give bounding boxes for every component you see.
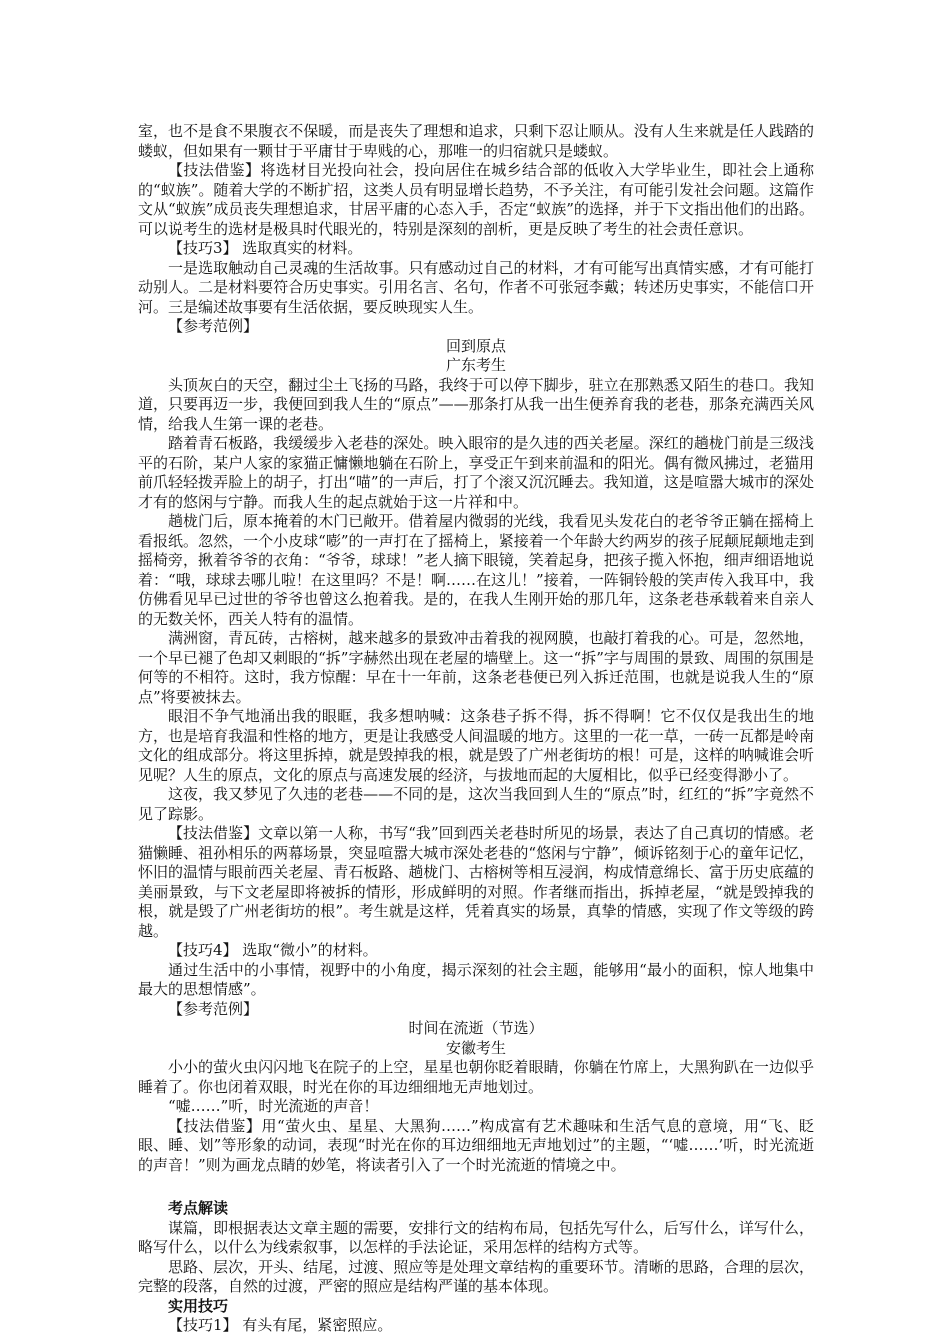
paragraph: 思路、层次，开头、结尾，过渡、照应等是处理文章结构的重要环节。清晰的思路，合理的层次，完整的段落，自然的过渡，严密的照应是结构严谨的基本体现。 xyxy=(138,1257,814,1295)
paragraph: 这夜，我又梦见了久违的老巷——不同的是，这次当我回到人生的“原点”时，红红的“拆”字竟然不见了踪影。 xyxy=(138,785,814,823)
paragraph: 眼泪不争气地涌出我的眼眶，我多想呐喊：这条巷子拆不得，拆不得啊！它不仅仅是我出生的地方，也是培育我温和性格的地方，更是让我感受人间温暖的地方。这里的一花一草，一砖一瓦都是岭南文化的组成部分。将这里拆掉，就是毁掉我的根，就是毁了广州老街坊的根！可是，这样的呐喊谁会听见呢？人生的原点，文化的原点与高速发展的经济，与拔地而起的大厦相比，似乎已经变得渺小了。 xyxy=(138,707,814,784)
paragraph: 谋篇，即根据表达文章主题的需要，安排行文的结构布局，包括先写什么，后写什么，详写什么，略写什么，以什么为线索叙事，以怎样的手法论证，采用怎样的结构方式等。 xyxy=(138,1218,814,1256)
paragraph: 小小的萤火虫闪闪地飞在院子的上空，星星也朝你眨着眼睛，你躺在竹席上，大黑狗趴在一边似乎睡着了。你也闭着双眼，时光在你的耳边细细地无声地划过。 xyxy=(138,1058,814,1096)
paragraph: 【参考范例】 xyxy=(168,317,259,335)
paragraph: 【技巧4】 选取“微小”的材料。 xyxy=(168,941,378,959)
centered-heading: 安徽考生 xyxy=(445,1038,506,1057)
document-page xyxy=(138,122,814,1336)
paragraph: 【技法借鉴】用“萤火虫、星星、大黑狗……”构成富有艺术趣味和生活气息的意境，用“飞、眨眼、睡、划”等形象的动词，表现“时光在你的耳边细细地无声地划过”的主题，“‘嘘……’听，时光流逝的声音！”则为画龙点睛的妙笔，将读者引入了一个时光流逝的情境之中。 xyxy=(138,1116,814,1174)
section-heading: 考点解读 xyxy=(168,1199,229,1217)
spacer xyxy=(138,1175,814,1199)
paragraph: 一是选取触动自己灵魂的生活故事。只有感动过自己的材料，才有可能写出真情实感，才有可能打动别人。二是材料要符合历史事实。引用名言、名句，作者不可张冠李戴；转述历史事实，不能信口开河。三是编述故事要有生活依据，要反映现实人生。 xyxy=(138,258,814,316)
centered-heading: 时间在流逝（节选） xyxy=(408,1019,544,1037)
paragraph: 满洲窗，青瓦砖，古榕树，越来越多的景致冲击着我的视网膜，也敲打着我的心。可是，忽然地，一个早已褪了色却又刺眼的“拆”字赫然出现在老屋的墙壁上。这一“拆”字与周围的景致、周围的氛围是何等的不相符。这时，我方惊醒：早在十一年前，这条老巷便已列入拆迁范围，也就是说我人生的“原点”将要被抹去。 xyxy=(138,629,814,706)
paragraph: 趟栊门后，原本掩着的木门已敞开。借着屋内微弱的光线，我看见头发花白的老爷爷正躺在摇椅上看报纸。忽然，一个小皮球“嘭”的一声打在了摇椅上，紧接着一个年龄大约两岁的孩子屁颠屁颠地走到摇椅旁，揪着爷爷的衣角：“爷爷，球球！”老人摘下眼镜，笑着起身，把孩子揽入怀抱，细声细语地说着：“哦，球球去哪儿啦！在这里吗？不是！啊……在这儿！”接着，一阵铜铃般的笑声传入我耳中，我仿佛看见早已过世的爷爷也曾这么抱着我。是的，在我人生刚开始的那几年，这条老巷承载着来自亲人的无数关怀，西关人特有的温情。 xyxy=(138,512,814,628)
paragraph: 室，也不是食不果腹衣不保暖，而是丧失了理想和追求，只剩下忍让顺从。没有人生来就是任人践踏的蝼蚁，但如果有一颗甘于平庸甘于卑贱的心，那唯一的归宿就只是蝼蚁。 xyxy=(138,122,814,160)
centered-heading: 广东考生 xyxy=(445,356,506,374)
paragraph: 通过生活中的小事情，视野中的小角度，揭示深刻的社会主题，能够用“最小的面积，惊人地集中最大的思想情感”。 xyxy=(138,960,814,998)
section-heading: 实用技巧 xyxy=(168,1296,229,1315)
paragraph: 【技法借鉴】文章以第一人称，书写“我”回到西关老巷时所见的场景，表达了自己真切的情感。老猫懒睡、祖孙相乐的两幕场景，突显喧嚣大城市深处老巷的“悠闲与宁静”，倾诉铭刻于心的童年记忆，怀旧的温情与眼前西关老屋、青石板路、趟栊门、古榕树等相互浸润，构成情意绵长、富于历史底蕴的美丽景致，与下文老屋即将被拆的情形，形成鲜明的对照。作者继而指出，拆掉老屋，“就是毁掉我的根，就是毁了广州老街坊的根”。考生就是这样，凭着真实的场景，真挚的情感，实现了作文等级的跨越。 xyxy=(138,824,814,940)
paragraph: 【参考范例】 xyxy=(168,999,259,1018)
centered-heading: 回到原点 xyxy=(445,336,506,355)
paragraph: 踏着青石板路，我缓缓步入老巷的深处。映入眼帘的是久违的西关老屋。深红的趟栊门前是三级浅平的石阶，某户人家的家猫正慵懒地躺在石阶上，享受正午到来前温和的阳光。偶有微风拂过，老猫用前爪轻轻拨弄脸上的胡子，打出“喵”的一声后，打了个滚又沉沉睡去。我知道，这是喧嚣大城市的深处才有的悠闲与宁静。而我人生的起点就始于这一片祥和中。 xyxy=(138,434,814,511)
paragraph: 【技巧1】 有头有尾，紧密照应。 xyxy=(168,1316,393,1334)
paragraph: 【技巧3】 选取真实的材料。 xyxy=(168,239,363,257)
paragraph: 头顶灰白的天空，翻过尘土飞扬的马路，我终于可以停下脚步，驻立在那熟悉又陌生的巷口。我知道，只要再迈一步，我便回到我人生的“原点”——那条打从我一出生便养育我的老巷，那条充满西关风情，给我人生第一课的老巷。 xyxy=(138,375,814,433)
paragraph: “嘘……”听，时光流逝的声音！ xyxy=(168,1097,379,1115)
paragraph: 【技法借鉴】将选材目光投向社会，投向居住在城乡结合部的低收入大学毕业生，即社会上通称的“蚁族”。随着大学的不断扩招，这类人员有明显增长趋势，不予关注，有可能引发社会问题。这篇作文从“蚁族”成员丧失理想追求，甘居平庸的心态入手，否定“蚁族”的选择，并于下文指出他们的出路。可以说考生的选材是极具时代眼光的，特别是深刻的剖析，更是反映了考生的社会责任意识。 xyxy=(138,161,814,238)
